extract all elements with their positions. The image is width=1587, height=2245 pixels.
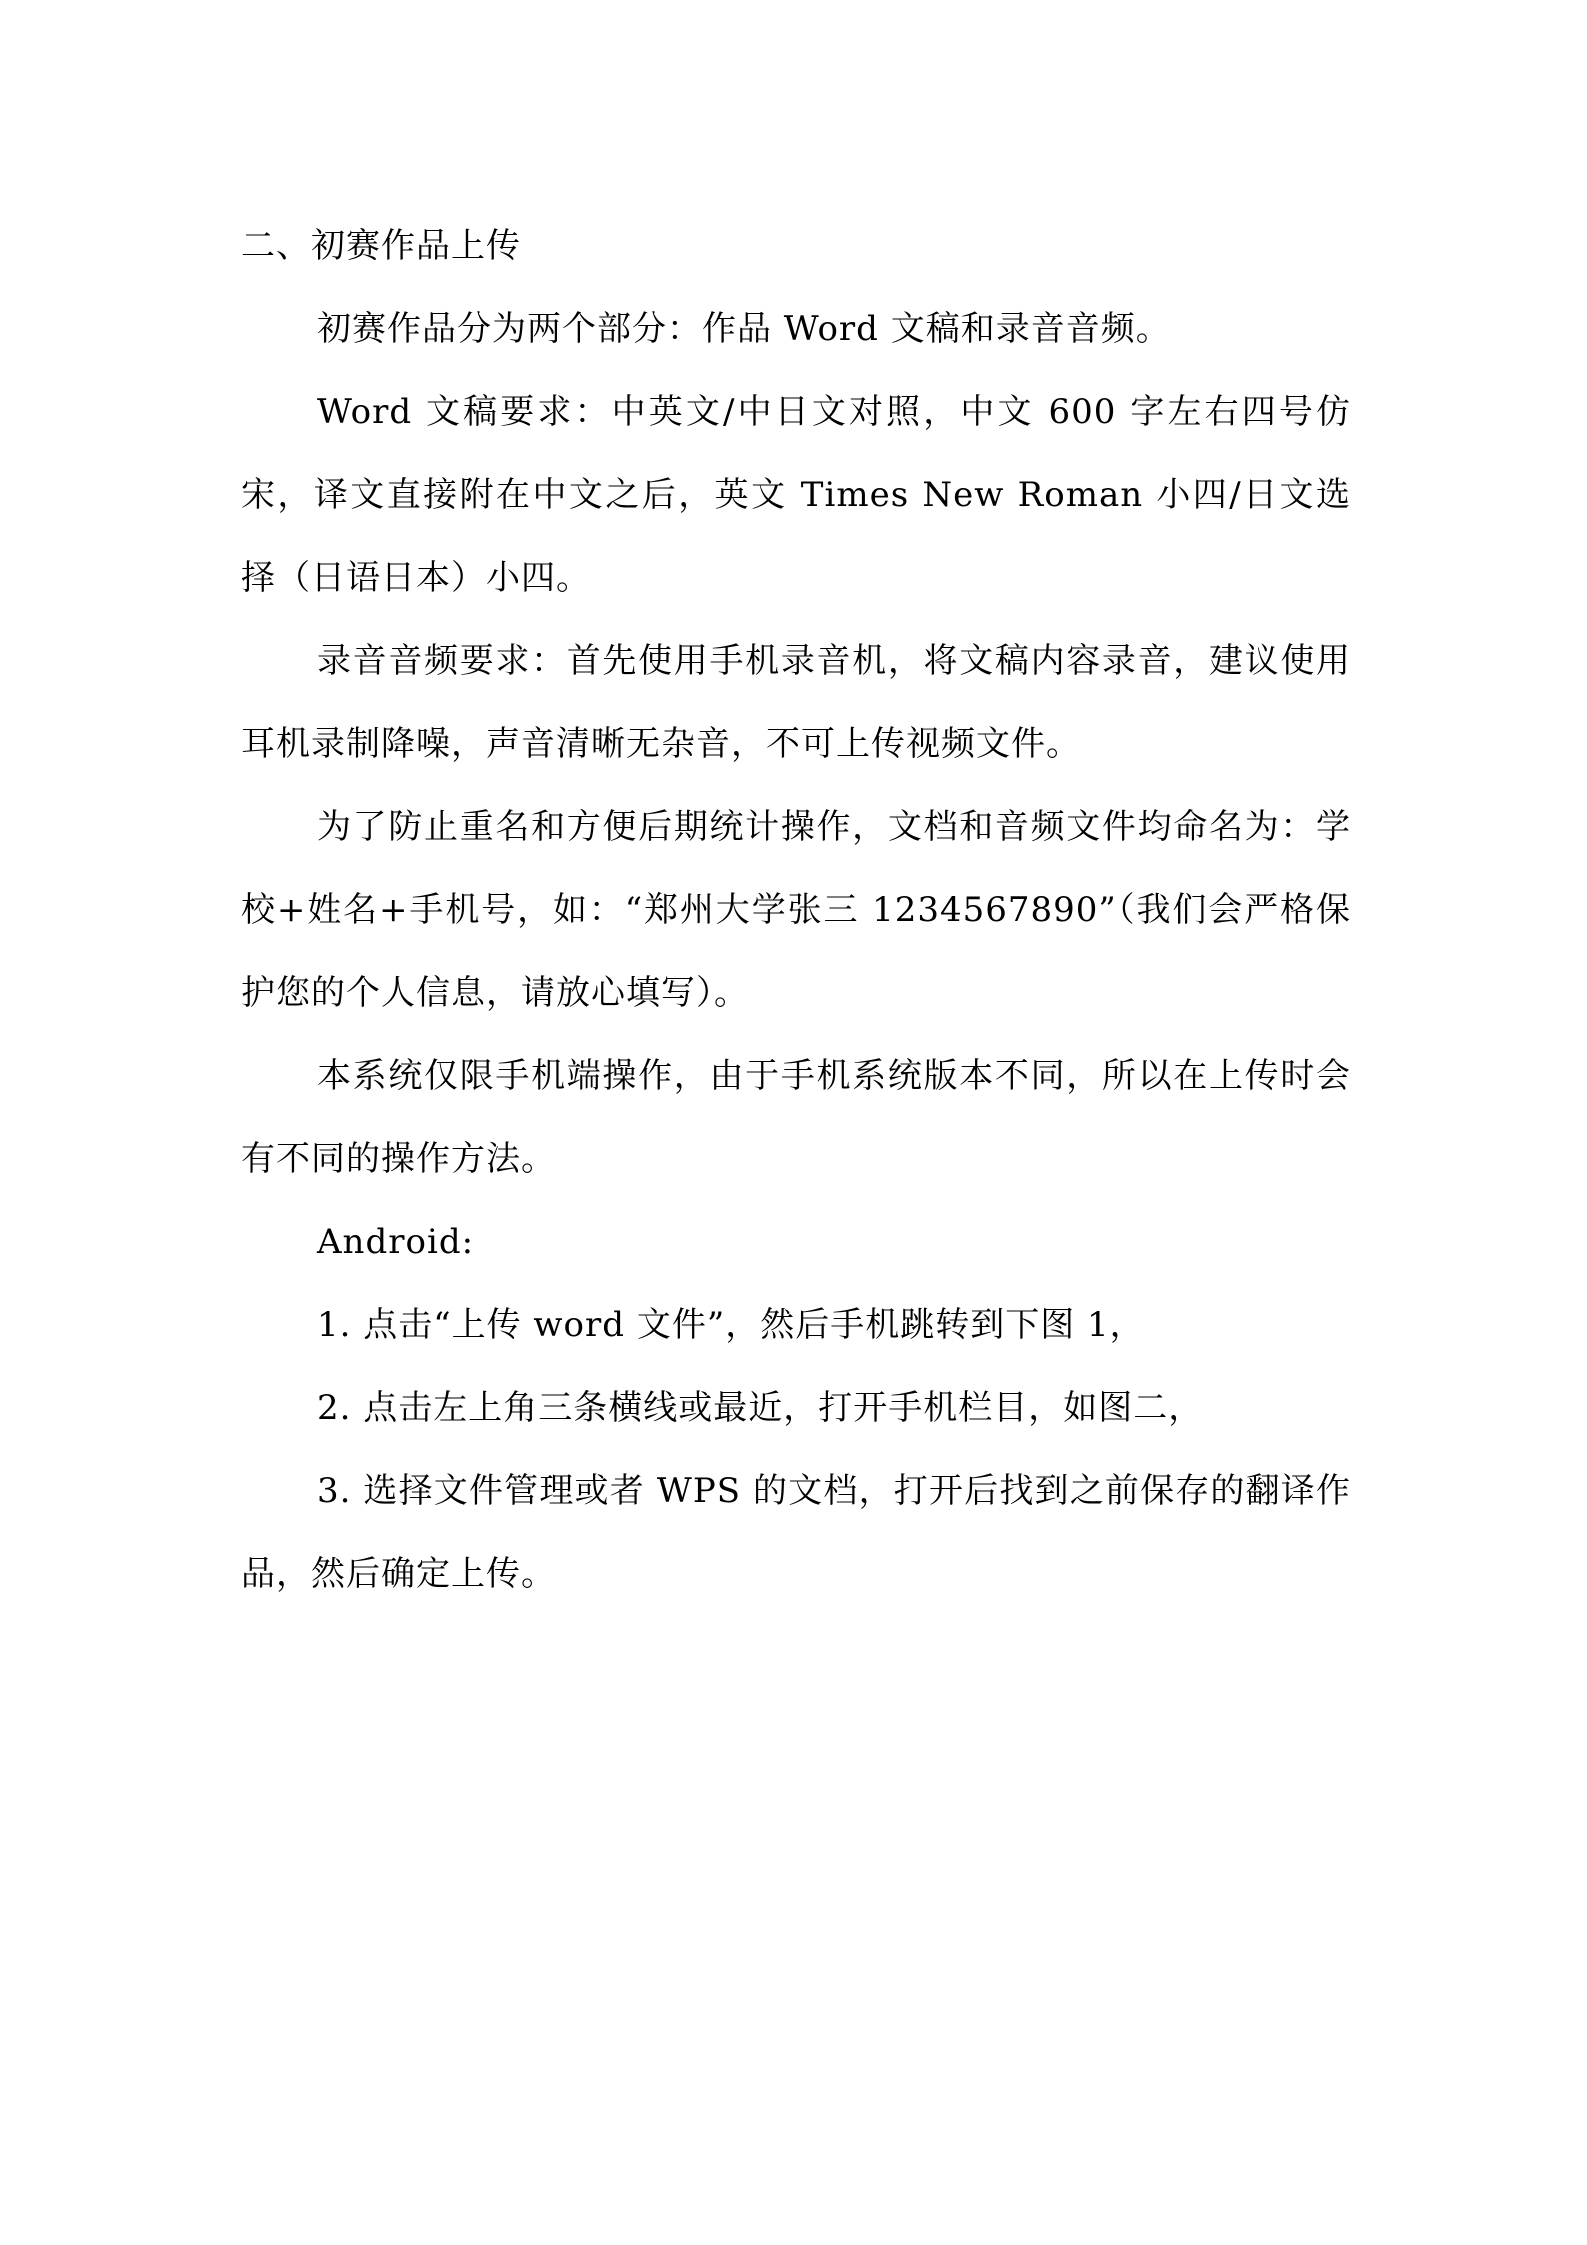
paragraph-intro: 初赛作品分为两个部分：作品 Word 文稿和录音音频。 bbox=[317, 309, 1171, 349]
paragraph-word-requirements: Word 文稿要求：中英文/中日文对照，中文 600 字左右四号仿宋，译文直接附在中文之后，英文 Times New Roman 小四/日文选择（日语日本）小四。 bbox=[241, 392, 1351, 598]
paragraph-step-2: 2. 点击左上角三条横线或最近，打开手机栏目，如图二， bbox=[317, 1388, 1204, 1428]
section-heading: 二、初赛作品上传 bbox=[241, 226, 521, 266]
paragraph-file-naming: 为了防止重名和方便后期统计操作，文档和音频文件均命名为：学校+姓名+手机号，如：“郑州大学张三 1234567890”（我们会严格保护您的个人信息，请放心填写）。 bbox=[241, 807, 1351, 1013]
paragraph-mobile-only: 本系统仅限手机端操作，由于手机系统版本不同，所以在上传时会有不同的操作方法。 bbox=[241, 1056, 1351, 1179]
paragraph-android-label: Android: bbox=[317, 1222, 475, 1262]
paragraph-step-1: 1. 点击“上传 word 文件”，然后手机跳转到下图 1， bbox=[317, 1305, 1145, 1345]
paragraph-step-3: 3. 选择文件管理或者 WPS 的文档，打开后找到之前保存的翻译作品，然后确定上传。 bbox=[241, 1471, 1351, 1594]
document-body bbox=[241, 205, 1351, 1616]
paragraph-audio-requirements: 录音音频要求：首先使用手机录音机，将文稿内容录音，建议使用耳机录制降噪，声音清晰无杂音，不可上传视频文件。 bbox=[241, 641, 1351, 764]
